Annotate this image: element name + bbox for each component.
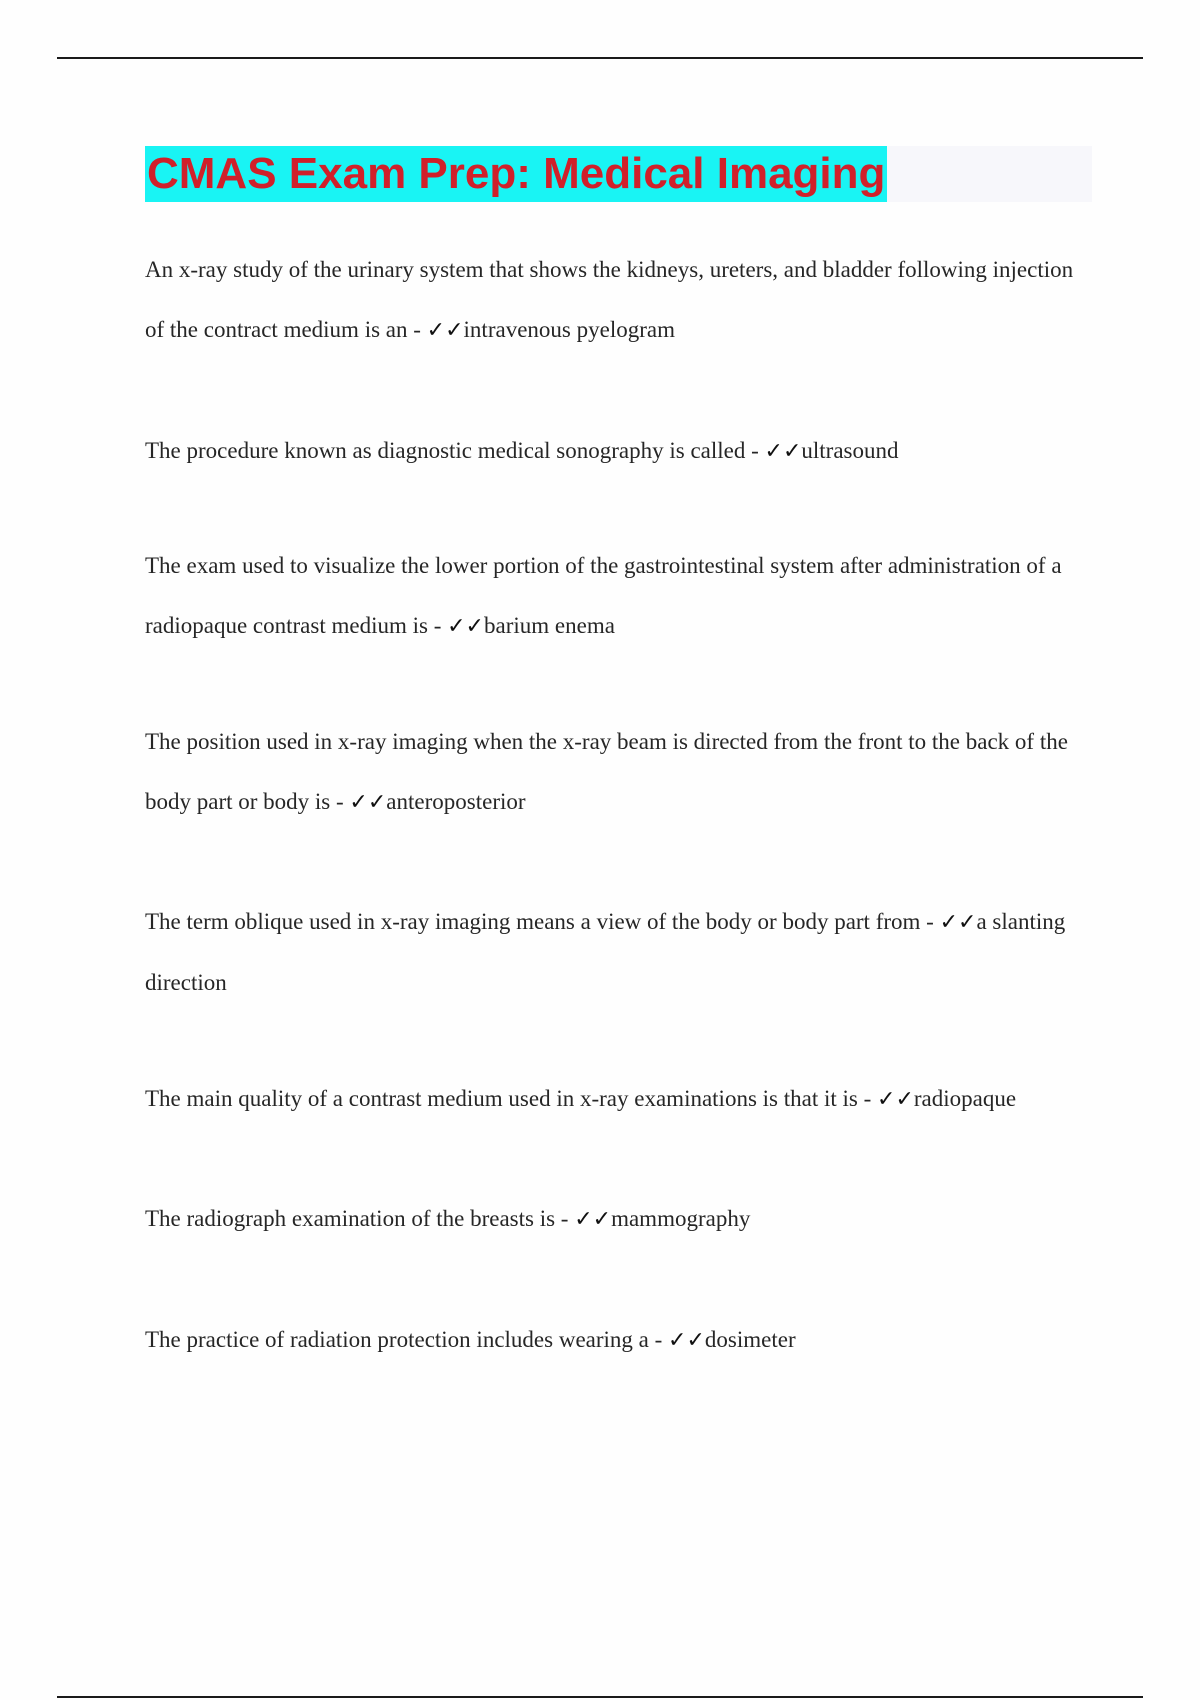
question-text: The procedure known as diagnostic medical sonography is called - bbox=[145, 438, 765, 463]
qa-item-7 bbox=[145, 1189, 1085, 1250]
check-mark-icon: ✓✓ bbox=[764, 439, 802, 464]
check-mark-icon: ✓✓ bbox=[426, 318, 464, 343]
question-text: The position used in x-ray imaging when the x-ray beam is directed from the front to the back of the body part or body is - bbox=[145, 729, 1068, 814]
question-text: The main quality of a contrast medium used in x-ray examinations is that it is - bbox=[145, 1086, 878, 1111]
answer-text: ultrasound bbox=[801, 438, 899, 463]
qa-item-6 bbox=[145, 1069, 1085, 1130]
check-mark-icon: ✓✓ bbox=[447, 614, 484, 639]
question-text: An x-ray study of the urinary system that shows the kidneys, ureters, and bladder following injection of the contract medium is an - bbox=[145, 257, 1074, 342]
question-text: The practice of radiation protection includes wearing a - bbox=[145, 1327, 669, 1352]
answer-text: dosimeter bbox=[704, 1327, 796, 1352]
answer-text: barium enema bbox=[484, 613, 615, 638]
answer-text: intravenous pyelogram bbox=[463, 317, 675, 342]
document-title: CMAS Exam Prep: Medical Imaging bbox=[145, 146, 887, 202]
question-text: The term oblique used in x-ray imaging means a view of the body or body part from - bbox=[145, 909, 940, 934]
qa-item-3 bbox=[145, 536, 1085, 657]
check-mark-icon: ✓✓ bbox=[939, 910, 977, 935]
answer-text: anteroposterior bbox=[386, 789, 526, 814]
answer-text: radiopaque bbox=[913, 1086, 1017, 1111]
question-text: The exam used to visualize the lower portion of the gastrointestinal system after administration of a radiopaque contrast medium is - bbox=[145, 553, 1062, 638]
answer-text: a slanting direction bbox=[145, 909, 1066, 995]
qa-item-1 bbox=[145, 240, 1085, 361]
qa-item-8 bbox=[145, 1310, 1085, 1371]
qa-item-5 bbox=[145, 892, 1085, 1013]
top-rule bbox=[57, 57, 1143, 59]
check-mark-icon: ✓✓ bbox=[668, 1328, 705, 1353]
check-mark-icon: ✓✓ bbox=[349, 790, 387, 815]
qa-item-4 bbox=[145, 712, 1085, 833]
bottom-rule bbox=[57, 1696, 1143, 1698]
answer-text: mammography bbox=[611, 1206, 751, 1231]
check-mark-icon: ✓✓ bbox=[574, 1207, 612, 1232]
qa-item-2 bbox=[145, 421, 1085, 482]
check-mark-icon: ✓✓ bbox=[877, 1087, 914, 1112]
question-text: The radiograph examination of the breasts is - bbox=[145, 1206, 575, 1231]
